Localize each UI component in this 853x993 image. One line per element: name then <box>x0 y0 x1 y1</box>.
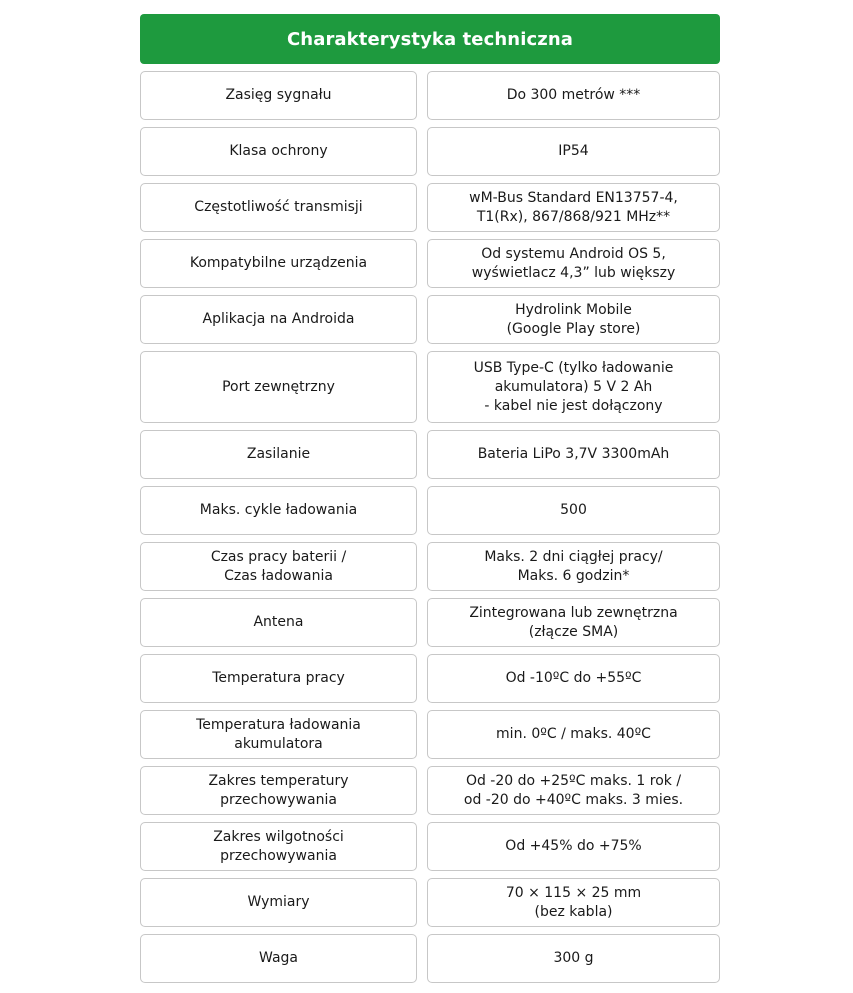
spec-value: 500 <box>427 486 720 535</box>
spec-table <box>140 14 720 990</box>
spec-value: min. 0ºC / maks. 40ºC <box>427 710 720 759</box>
spec-value: Od -20 do +25ºC maks. 1 rok / od -20 do +40ºC maks. 3 mies. <box>427 766 720 815</box>
spec-row-charging-temperature <box>140 710 720 759</box>
spec-label: Zasilanie <box>140 430 417 479</box>
spec-value: 70 × 115 × 25 mm (bez kabla) <box>427 878 720 927</box>
table-title: Charakterystyka techniczna <box>140 14 720 64</box>
spec-label: Port zewnętrzny <box>140 351 417 423</box>
spec-value: Od +45% do +75% <box>427 822 720 871</box>
spec-row-weight <box>140 934 720 983</box>
spec-row-signal-range <box>140 71 720 120</box>
spec-value: Od systemu Android OS 5, wyświetlacz 4,3” lub większy <box>427 239 720 288</box>
spec-row-power-supply <box>140 430 720 479</box>
spec-label: Klasa ochrony <box>140 127 417 176</box>
spec-row-storage-temperature <box>140 766 720 815</box>
spec-row-antenna <box>140 598 720 647</box>
spec-row-dimensions <box>140 878 720 927</box>
spec-value: USB Type-C (tylko ładowanie akumulatora) 5 V 2 Ah - kabel nie jest dołączony <box>427 351 720 423</box>
spec-label: Temperatura pracy <box>140 654 417 703</box>
spec-value: wM-Bus Standard EN13757-4, T1(Rx), 867/868/921 MHz** <box>427 183 720 232</box>
spec-row-compatible-devices <box>140 239 720 288</box>
spec-label: Wymiary <box>140 878 417 927</box>
spec-value: Zintegrowana lub zewnętrzna (złącze SMA) <box>427 598 720 647</box>
spec-label: Zakres wilgotności przechowywania <box>140 822 417 871</box>
spec-value: Do 300 metrów *** <box>427 71 720 120</box>
spec-row-storage-humidity <box>140 822 720 871</box>
spec-row-charge-cycles <box>140 486 720 535</box>
spec-row-battery-time <box>140 542 720 591</box>
spec-label: Zakres temperatury przechowywania <box>140 766 417 815</box>
spec-value: Bateria LiPo 3,7V 3300mAh <box>427 430 720 479</box>
spec-label: Antena <box>140 598 417 647</box>
spec-row-transmission-frequency <box>140 183 720 232</box>
spec-row-protection-class <box>140 127 720 176</box>
spec-label: Maks. cykle ładowania <box>140 486 417 535</box>
spec-label: Częstotliwość transmisji <box>140 183 417 232</box>
spec-value: Od -10ºC do +55ºC <box>427 654 720 703</box>
spec-label: Aplikacja na Androida <box>140 295 417 344</box>
spec-value: Hydrolink Mobile (Google Play store) <box>427 295 720 344</box>
spec-label: Waga <box>140 934 417 983</box>
spec-row-android-app <box>140 295 720 344</box>
spec-value: Maks. 2 dni ciągłej pracy/ Maks. 6 godzin* <box>427 542 720 591</box>
spec-value: 300 g <box>427 934 720 983</box>
spec-label: Zasięg sygnału <box>140 71 417 120</box>
spec-row-external-port <box>140 351 720 423</box>
spec-row-operating-temperature <box>140 654 720 703</box>
spec-value: IP54 <box>427 127 720 176</box>
spec-label: Temperatura ładowania akumulatora <box>140 710 417 759</box>
spec-label: Czas pracy baterii / Czas ładowania <box>140 542 417 591</box>
spec-label: Kompatybilne urządzenia <box>140 239 417 288</box>
